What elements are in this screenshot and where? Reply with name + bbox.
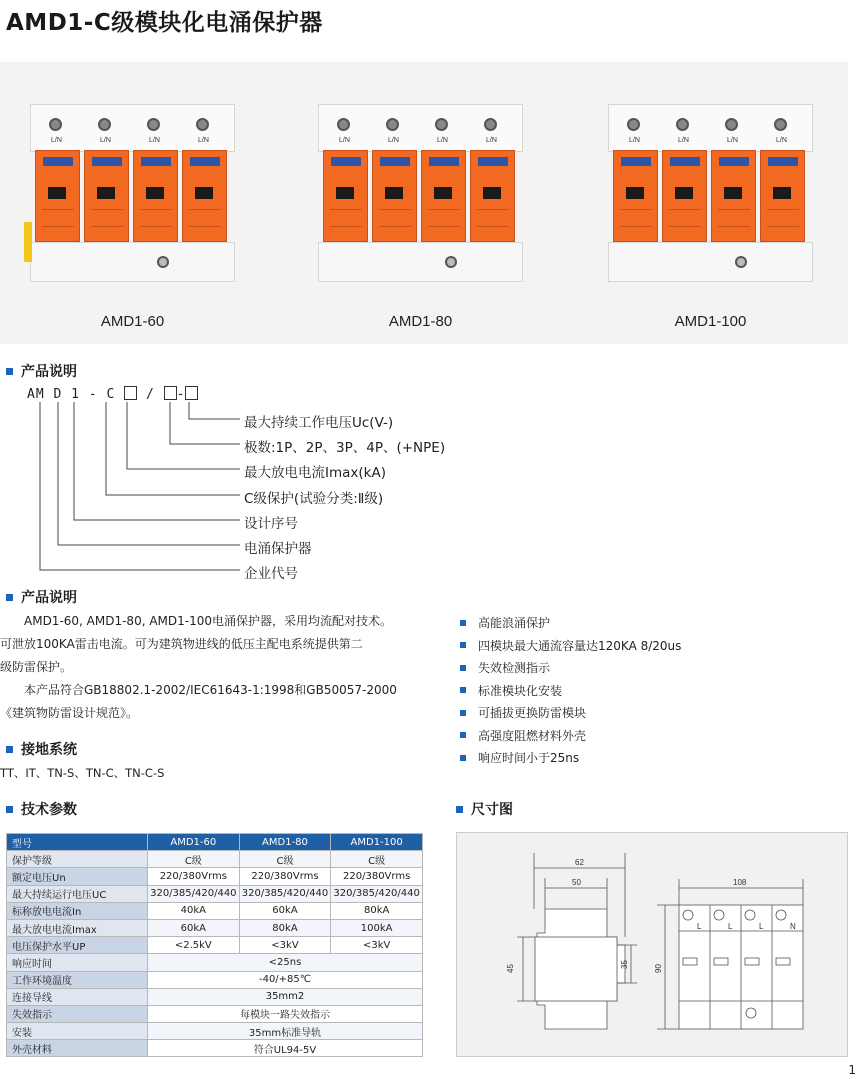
heading-bullet [6, 746, 13, 753]
spec-table [6, 833, 423, 1057]
heading-bullet [6, 594, 13, 601]
model-code [27, 386, 198, 402]
code-box-voltage [185, 386, 198, 400]
brand-logo [190, 157, 220, 166]
surge-protector-photo [30, 104, 235, 279]
section-heading-grounding [6, 739, 77, 759]
feature-bullet [460, 710, 466, 716]
table-cell: <3kV [239, 937, 331, 954]
status-window [195, 187, 213, 199]
feature-text: 标准模块化安装 [478, 683, 563, 698]
brand-logo [670, 157, 700, 166]
screw-icon [147, 118, 160, 131]
table-cell: 最大放电电流Imax [7, 919, 148, 936]
table-row [7, 1005, 423, 1022]
table-cell: -40/+85℃ [148, 971, 423, 988]
surge-module [613, 150, 658, 242]
table-cell: 响应时间 [7, 954, 148, 971]
brand-logo [331, 157, 361, 166]
feature-bullet [460, 732, 466, 738]
feature-text: 失效检测指示 [478, 661, 551, 675]
table-row [7, 1040, 423, 1057]
code-legend-item: 设计序号 [244, 516, 298, 532]
header-cell: 型号 [7, 834, 148, 851]
surge-module [372, 150, 417, 242]
terminal-block-bottom [318, 242, 523, 282]
table-cell: 220/380Vrms [148, 868, 240, 885]
screw-icon [386, 118, 399, 131]
brand-logo [43, 157, 73, 166]
screw-icon [725, 118, 738, 131]
code-legend-item: 极数:1P、2P、3P、4P、(+NPE) [244, 440, 446, 456]
brand-logo [429, 157, 459, 166]
code-legend-item: C级保护(试验分类:Ⅱ级) [244, 491, 384, 507]
header-cell: AMD1-80 [239, 834, 331, 851]
dim-width-62: 62 [575, 858, 584, 867]
surge-module [760, 150, 805, 242]
heading-bullet [6, 368, 13, 375]
ground-screw-icon [445, 256, 457, 268]
product-image [318, 104, 523, 330]
terminal-label: L/N [437, 137, 448, 144]
table-cell: 220/380Vrms [239, 868, 331, 885]
dim-width-108: 108 [733, 878, 747, 887]
status-window [48, 187, 66, 199]
module-label [91, 209, 123, 227]
module-label [189, 209, 221, 227]
screw-icon [98, 118, 111, 131]
screw-icon [49, 118, 62, 131]
status-window [773, 187, 791, 199]
feature-item [460, 637, 681, 654]
heading-bullet [456, 806, 463, 813]
module-label [140, 209, 172, 227]
table-row [7, 1023, 423, 1040]
header-cell: AMD1-100 [331, 834, 423, 851]
terminal-label: L/N [100, 137, 111, 144]
surge-module [662, 150, 707, 242]
page-title: AMD1-C级模块化电涌保护器 [6, 10, 323, 36]
terminal-label: L/N [678, 137, 689, 144]
product-photo-band [0, 62, 848, 344]
table-cell: 80kA [331, 902, 423, 919]
model-code-dash: - [176, 387, 186, 402]
table-row [7, 954, 423, 971]
code-box-poles [164, 386, 177, 400]
terminal-label: L/N [339, 137, 350, 144]
terminal-label: L/N [149, 137, 160, 144]
screw-icon [196, 118, 209, 131]
brand-logo [380, 157, 410, 166]
ground-screw-icon [735, 256, 747, 268]
surge-module [84, 150, 129, 242]
table-cell: <25ns [148, 954, 423, 971]
feature-text: 可插拔更换防雷模块 [478, 706, 587, 720]
table-cell: 连接导线 [7, 988, 148, 1005]
terminal-block-bottom [30, 242, 235, 282]
status-window [146, 187, 164, 199]
section-heading-text: 接地系统 [21, 742, 77, 758]
table-cell: 额定电压Un [7, 868, 148, 885]
screw-icon [435, 118, 448, 131]
feature-text: 响应时间小于25ns [478, 751, 580, 765]
ground-screw-icon [157, 256, 169, 268]
table-cell: 320/385/420/440 [331, 885, 423, 902]
table-cell: 80kA [239, 919, 331, 936]
section-heading-specs [6, 799, 77, 819]
table-cell: 电压保护水平UP [7, 937, 148, 954]
feature-item [460, 682, 562, 699]
module-label [428, 209, 460, 227]
feature-bullet [460, 687, 466, 693]
dim-width-50: 50 [572, 878, 581, 887]
module-label [669, 209, 701, 227]
screw-icon [627, 118, 640, 131]
table-cell: C级 [331, 851, 423, 868]
surge-module [133, 150, 178, 242]
section-heading-text: 技术参数 [21, 802, 77, 818]
description-line: 级防雷保护。 [0, 660, 73, 674]
surge-module [323, 150, 368, 242]
table-cell: 100kA [331, 919, 423, 936]
terminal-label: L/N [629, 137, 640, 144]
module-label [477, 209, 509, 227]
table-cell: 35mm2 [148, 988, 423, 1005]
screw-icon [484, 118, 497, 131]
table-cell: 35mm标准导轨 [148, 1023, 423, 1040]
screw-icon [676, 118, 689, 131]
table-cell: C级 [239, 851, 331, 868]
module-label [330, 209, 362, 227]
status-window [385, 187, 403, 199]
terminal-block-bottom [608, 242, 813, 282]
feature-bullet [460, 755, 466, 761]
section-heading-text: 产品说明 [21, 364, 77, 380]
table-cell: 保护等级 [7, 851, 148, 868]
feature-text: 高强度阻燃材料外壳 [478, 728, 587, 743]
table-cell: 40kA [148, 902, 240, 919]
feature-bullet [460, 642, 466, 648]
description-line: 《建筑物防雷设计规范》。 [0, 706, 139, 720]
module-label [620, 209, 652, 227]
surge-protector-photo [318, 104, 523, 279]
table-row [7, 885, 423, 902]
brand-logo [621, 157, 651, 166]
feature-bullet [460, 665, 466, 671]
product-caption: AMD1-60 [100, 313, 165, 330]
table-cell: 320/385/420/440 [148, 885, 240, 902]
screw-icon [337, 118, 350, 131]
screw-icon [774, 118, 787, 131]
surge-protector-photo [608, 104, 813, 279]
feature-item [460, 659, 550, 676]
table-row [7, 902, 423, 919]
code-legend-item: 企业代号 [244, 566, 298, 582]
table-cell: 失效指示 [7, 1005, 148, 1022]
section-heading-description [6, 587, 77, 607]
table-row [7, 937, 423, 954]
code-legend-item: 电涌保护器 [244, 541, 312, 557]
surge-module [470, 150, 515, 242]
table-cell: 标称放电电流In [7, 902, 148, 919]
dimension-drawing-svg [457, 833, 849, 1058]
grounding-systems: TT、IT、TN-S、TN-C、TN-C-S [0, 766, 165, 780]
table-row [7, 988, 423, 1005]
terminal-label: L/N [198, 137, 209, 144]
code-legend-item: 最大放电电流Imax(kA) [244, 465, 386, 481]
header-cell: AMD1-60 [148, 834, 240, 851]
table-cell: 220/380Vrms [331, 868, 423, 885]
feature-item [460, 614, 550, 631]
status-window [434, 187, 452, 199]
terminal-label: L [759, 922, 764, 931]
table-cell: 每模块一路失效指示 [148, 1005, 423, 1022]
table-cell: C级 [148, 851, 240, 868]
terminal-label: L/N [776, 137, 787, 144]
description-line: 可泄放100KA雷击电流。可为建筑物进线的低压主配电系统提供第二 [0, 637, 363, 651]
surge-module [421, 150, 466, 242]
code-box-current [124, 386, 137, 400]
terminal-label: L/N [51, 137, 62, 144]
table-cell: 外壳材料 [7, 1040, 148, 1057]
product-caption: AMD1-80 [388, 313, 453, 330]
table-cell: 安装 [7, 1023, 148, 1040]
status-window [483, 187, 501, 199]
terminal-label: L [697, 922, 702, 931]
brand-logo [92, 157, 122, 166]
table-cell: 符合UL94-5V [148, 1040, 423, 1057]
dim-height-45: 45 [506, 964, 515, 973]
table-cell: 320/385/420/440 [239, 885, 331, 902]
table-cell: 60kA [239, 902, 331, 919]
table-cell: <3kV [331, 937, 423, 954]
status-window [675, 187, 693, 199]
terminal-label: L/N [388, 137, 399, 144]
spec-table-header [7, 834, 423, 851]
table-cell: 工作环境温度 [7, 971, 148, 988]
brand-logo [768, 157, 798, 166]
brand-logo [478, 157, 508, 166]
section-heading-dimensions [456, 799, 513, 819]
table-cell: 60kA [148, 919, 240, 936]
table-row [7, 851, 423, 868]
module-label [767, 209, 799, 227]
feature-text: 高能浪涌保护 [478, 616, 551, 630]
section-heading-text: 尺寸图 [471, 802, 513, 818]
status-window [336, 187, 354, 199]
surge-module [182, 150, 227, 242]
terminal-label: L [728, 922, 733, 931]
section-heading-product-code [6, 361, 77, 381]
product-image [608, 104, 813, 330]
feature-item [460, 704, 586, 721]
terminal-label: L/N [486, 137, 497, 144]
feature-bullet [460, 620, 466, 626]
module-label [42, 209, 74, 227]
dimension-drawing [456, 832, 848, 1057]
product-image [30, 104, 235, 330]
description-text [0, 610, 420, 725]
product-caption: AMD1-100 [674, 313, 747, 330]
table-cell: 最大持续运行电压UC [7, 885, 148, 902]
section-heading-text: 产品说明 [21, 590, 77, 606]
feature-text: 四模块最大通流容量达120KA 8/20us [478, 638, 682, 653]
feature-item [460, 749, 579, 766]
surge-module [711, 150, 756, 242]
terminal-label: N [790, 922, 796, 931]
table-cell: <2.5kV [148, 937, 240, 954]
code-legend-item: 最大持续工作电压Uc(V-) [244, 415, 394, 431]
status-window [724, 187, 742, 199]
dim-height-35: 35 [620, 960, 629, 969]
table-row [7, 971, 423, 988]
status-window [97, 187, 115, 199]
page-number: 1 [848, 1063, 856, 1077]
table-row [7, 919, 423, 936]
description-line: AMD1-60, AMD1-80, AMD1-100电涌保护器，采用均流配对技术。 [0, 614, 393, 628]
module-label [718, 209, 750, 227]
dim-height-90: 90 [654, 964, 663, 973]
model-code-prefix: AM D 1 - C [27, 387, 116, 402]
description-line: 本产品符合GB18802.1-2002/IEC61643-1:1998和GB50057-2000 [0, 683, 397, 697]
table-row [7, 868, 423, 885]
module-label [379, 209, 411, 227]
status-window [626, 187, 644, 199]
brand-logo [141, 157, 171, 166]
brand-logo [719, 157, 749, 166]
feature-item [460, 727, 586, 744]
terminal-label: L/N [727, 137, 738, 144]
side-clip [24, 222, 32, 262]
surge-module [35, 150, 80, 242]
model-code-slash: / [145, 387, 155, 402]
heading-bullet [6, 806, 13, 813]
